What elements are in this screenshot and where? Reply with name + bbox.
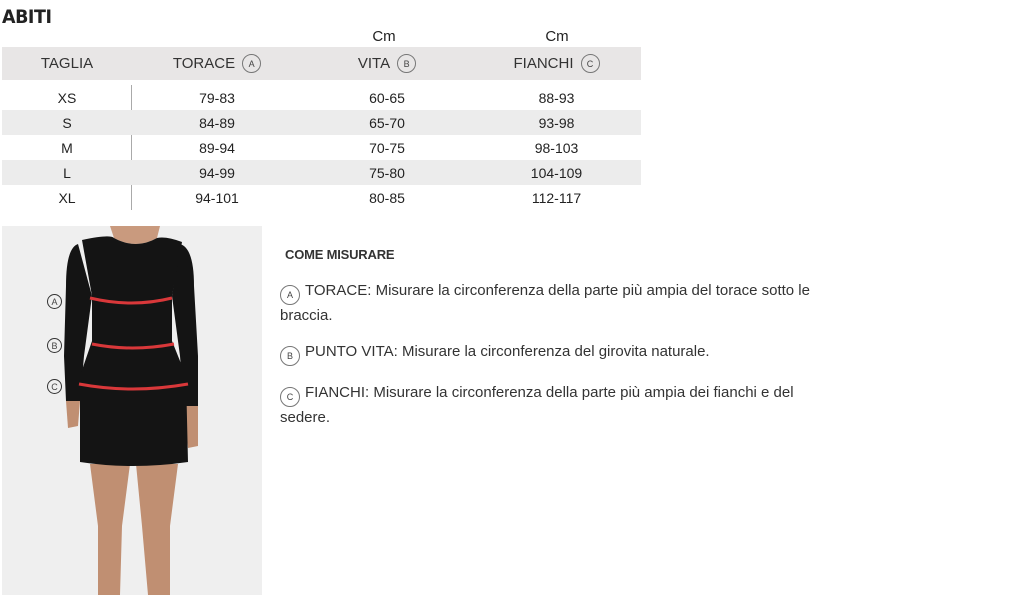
table-row: XS 79-83 60-65 88-93 <box>57 89 575 106</box>
instruction-chest: A TORACE: Misurare la circonferenza della parte più ampia del torace sotto le braccia. <box>280 282 810 324</box>
table-row: S 84-89 65-70 93-98 <box>2 110 641 135</box>
header-waist: VITA B <box>302 47 472 80</box>
page-title: ABITI <box>2 6 52 28</box>
marker-b-icon: B <box>397 54 416 73</box>
figure-marker-c-icon: C <box>47 379 62 394</box>
header-size: TAGLIA <box>40 55 94 72</box>
marker-c-icon: C <box>581 54 600 73</box>
table-row: XL 94-101 80-85 112-117 <box>58 189 582 206</box>
model-photo <box>2 226 262 595</box>
table-row: M 89-94 70-75 98-103 <box>61 139 579 156</box>
table-header <box>2 47 641 80</box>
figure-marker-a-icon: A <box>47 294 62 309</box>
header-chest: TORACE A <box>132 47 302 80</box>
unit-label-waist: Cm <box>372 28 396 45</box>
table-row: L 94-99 75-80 104-109 <box>2 160 641 185</box>
instruction-hips: C FIANCHI: Misurare la circonferenza della parte più ampia dei fianchi e del sedere. <box>280 384 794 426</box>
dress-illustration <box>2 226 262 595</box>
figure-marker-b-icon: B <box>47 338 62 353</box>
marker-a-icon: A <box>242 54 261 73</box>
header-hips: FIANCHI C <box>472 47 641 80</box>
size-table <box>2 47 641 210</box>
table-body <box>2 85 641 210</box>
instruction-waist: B PUNTO VITA: Misurare la circonferenza del girovita naturale. <box>280 341 820 366</box>
marker-a-icon: A <box>280 285 300 305</box>
marker-c-icon: C <box>280 387 300 407</box>
unit-label-hips: Cm <box>545 28 569 45</box>
how-to-title: COME MISURARE <box>285 247 395 262</box>
marker-b-icon: B <box>280 346 300 366</box>
